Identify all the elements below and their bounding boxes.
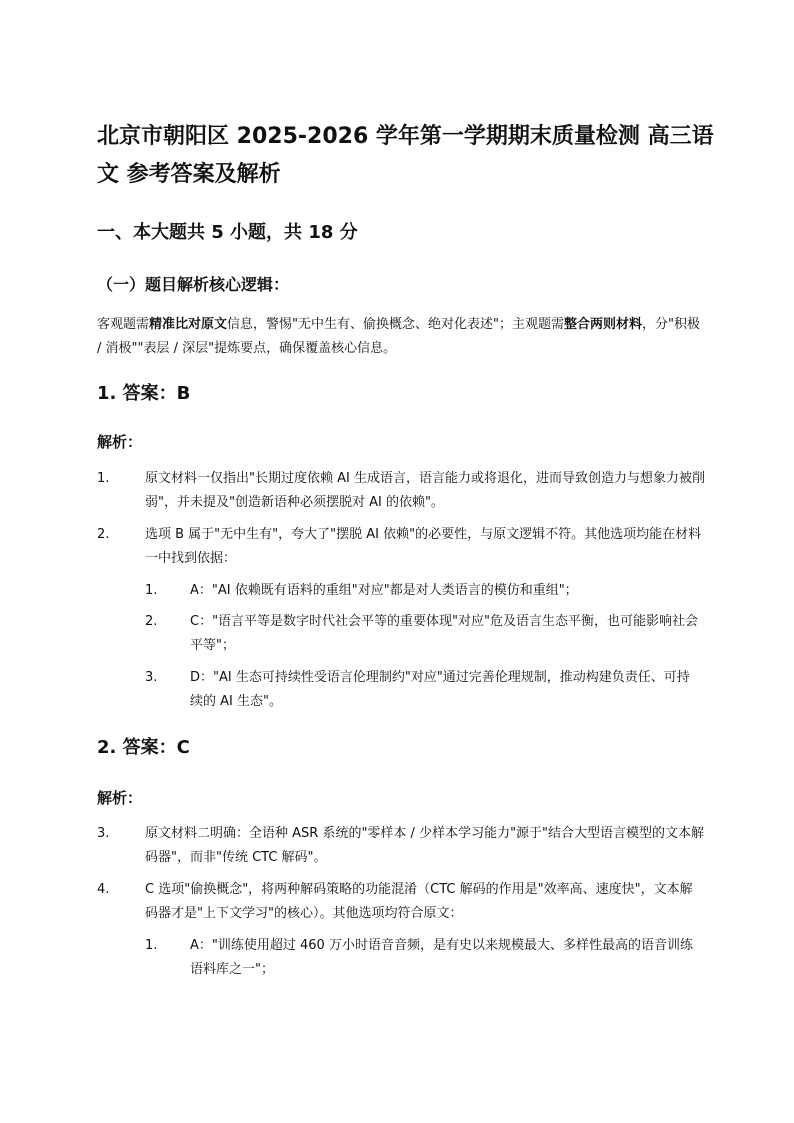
list-text: D："AI 生态可持续性受语言伦理制约"对应"通过完善伦理规制，推动构建负责任、可持续的 AI 生态"。 [190, 670, 690, 709]
list-number: 4. [97, 882, 110, 897]
list-text: C 选项"偷换概念"，将两种解码策略的功能混淆（CTC 解码的作用是"效率高、速度快"，文本解码器才是"上下文学习"的核心）。其他选项均符合原文： [145, 882, 693, 921]
analysis-label-q1: 解析： [97, 433, 143, 451]
answer-heading-q2: 2. 答案：C [97, 737, 190, 758]
list-number: 2. [97, 527, 110, 542]
intro-paragraph: 客观题需精准比对原文信息，警惕"无中生有、偷换概念、绝对化表述"；主观题需整合两则材料，分"积极 / 消极""表层 / 深层"提炼要点，确保覆盖核心信息。 [97, 317, 700, 356]
list-text: A："AI 依赖既有语料的重组"对应"都是对人类语言的模仿和重组"； [190, 583, 578, 598]
section-heading: 一、本大题共 5 小题，共 18 分 [97, 222, 358, 243]
list-number: 1. [145, 938, 158, 953]
list-number: 3. [97, 826, 110, 841]
list-number: 1. [145, 583, 158, 598]
list-number: 3. [145, 670, 158, 685]
list-text: 原文材料一仅指出"长期过度依赖 AI 生成语言，语言能力或将退化，进而导致创造力与想象力被削弱"，并未提及"创造新语种必须摆脱对 AI 的依赖"。 [145, 471, 705, 510]
document-title: 北京市朝阳区 2025-2026 学年第一学期期末质量检测 高三语文 参考答案及解析 [97, 124, 714, 187]
emphasis-text: 精准比对原文 [149, 317, 228, 332]
list-text: C："语言平等是数字时代社会平等的重要体现"对应"危及语言生态平衡，也可能影响社会平等"； [190, 614, 699, 653]
list-text: A："训练使用超过 460 万小时语音音频，是有史以来规模最大、多样性最高的语音训练语料库之一"； [190, 938, 693, 977]
list-text: 原文材料二明确：全语种 ASR 系统的"零样本 / 少样本学习能力"源于"结合大型语言模型的文本解码器"，而非"传统 CTC 解码"。 [145, 826, 705, 865]
list-number: 1. [97, 471, 110, 486]
list-number: 2. [145, 614, 158, 629]
answer-heading-q1: 1. 答案：B [97, 383, 191, 404]
section-subheading: （一）题目解析核心逻辑： [97, 275, 290, 294]
list-text: 选项 B 属于"无中生有"，夸大了"摆脱 AI 依赖"的必要性，与原文逻辑不符。其他选项均能在材料一中找到依据： [145, 527, 702, 566]
analysis-label-q2: 解析： [97, 789, 143, 807]
emphasis-text: 整合两则材料 [564, 317, 643, 332]
